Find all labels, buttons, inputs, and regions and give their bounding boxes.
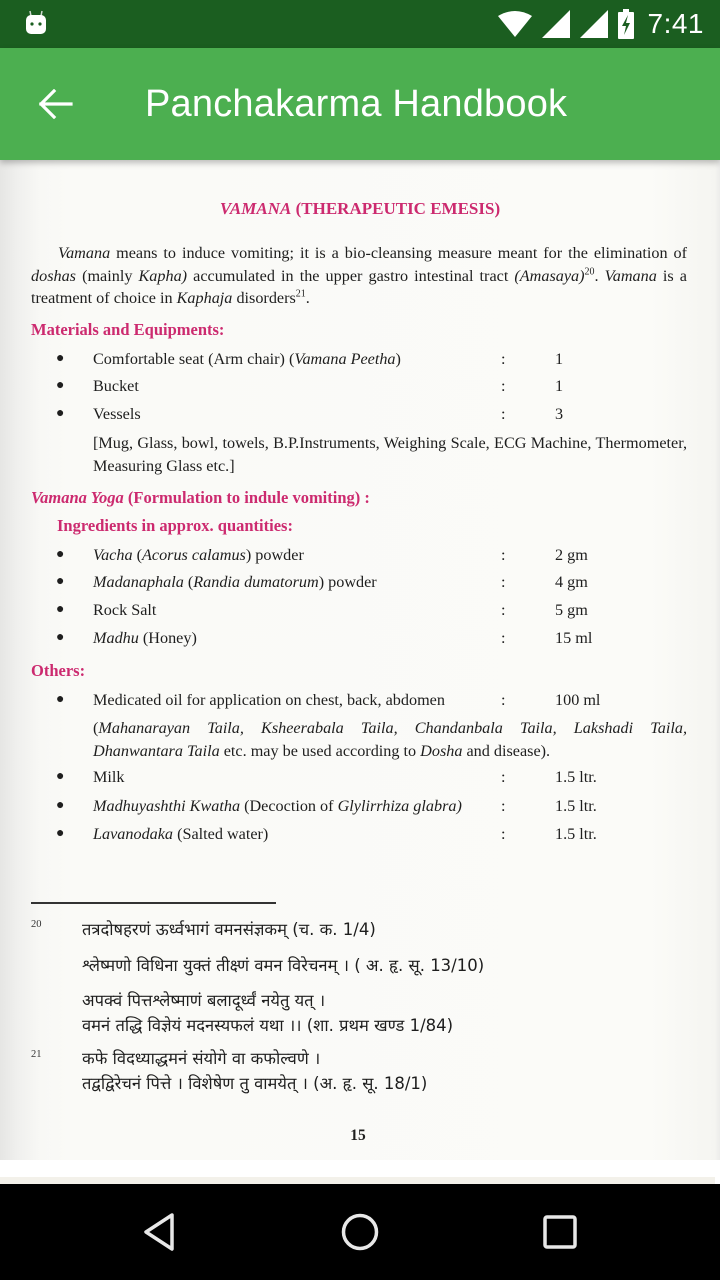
footnote-line: तद्वद्विरेचनं पित्ते । विशेषेण तु वामयेत् । (अ. हृ. सू. 18/1) (82, 1074, 428, 1093)
bullet-icon: ● (56, 798, 65, 813)
back-button[interactable] (28, 76, 84, 132)
list-item: ● Rock Salt : 5 gm (56, 601, 588, 619)
list-item: ● Madhuyashthi Kwatha (Decoction of Glylirrhiza glabra) : 1.5 ltr. (56, 797, 597, 815)
page-number: 15 (350, 1127, 366, 1144)
list-item: ● Medicated oil for application on chest, back, abdomen : 100 ml (56, 691, 601, 709)
nav-back-button[interactable] (128, 1200, 192, 1264)
bullet-icon: ● (56, 547, 65, 562)
navigation-bar (0, 1184, 720, 1280)
status-bar (0, 0, 720, 48)
list-item: ● Lavanodaka (Salted water) : 1.5 ltr. (56, 825, 597, 843)
bullet-icon: ● (56, 378, 65, 393)
arrow-back-icon (39, 89, 73, 119)
bullet-icon: ● (56, 826, 65, 841)
footnote-number: 21 (31, 1049, 42, 1060)
list-item: ● Vessels : 3 (56, 405, 564, 423)
signal-icon (580, 10, 608, 38)
status-time: 7:41 (647, 8, 704, 39)
footnote-line: तत्रदोषहरणं ऊर्ध्वभागं वमनसंज्ञकम् (च. क. 1/4) (82, 920, 376, 939)
footnote-line: श्लेष्मणो विधिना युक्तं तीक्ष्णं वमन विरेचनम् । ( अ. हृ. सू. 13/10) (82, 956, 485, 975)
oils-note: (Mahanarayan Taila, Ksheerabala Taila, Chandanbala Taila, Lakshadi Taila, Dhanwantara Taila etc. may be used according to Dosha and disease). (93, 719, 687, 760)
signal-icon (542, 10, 570, 38)
footnote-divider (31, 902, 276, 904)
bullet-icon: ● (56, 769, 65, 784)
android-notification-icon (24, 10, 48, 36)
next-page-edge (0, 1177, 715, 1184)
list-item: ● Bucket : 1 (56, 377, 564, 395)
app-title: Panchakarma Handbook (145, 83, 568, 125)
materials-note: [Mug, Glass, bowl, towels, B.P.Instruments, Weighing Scale, ECG Machine, Thermometer, Measuring Glass etc.] (93, 434, 687, 475)
footnote-line: कफे विदध्याद्धमनं संयोगे वा कफोल्वणे । (82, 1049, 321, 1068)
nav-back-icon (142, 1212, 178, 1252)
list-item: ● Madanaphala (Randia dumatorum) powder : 4 gm (56, 573, 588, 591)
bullet-icon: ● (56, 351, 65, 366)
footnote-line: वमनं तद्धि विज्ञेयं मदनस्यफलं यथा ।। (शा. प्रथम खण्ड 1/84) (82, 1016, 454, 1035)
materials-heading: Materials and Equipments: (31, 320, 225, 339)
bullet-icon: ● (56, 630, 65, 645)
bullet-icon: ● (56, 602, 65, 617)
bullet-icon: ● (56, 574, 65, 589)
list-item: ● Milk : 1.5 ltr. (56, 768, 597, 786)
list-item: ● Madhu (Honey) : 15 ml (56, 629, 593, 647)
page-title: VAMANA (THERAPEUTIC EMESIS) (219, 199, 501, 218)
yoga-heading: Vamana Yoga (Formulation to indule vomiting) : (31, 488, 370, 507)
wifi-icon (498, 10, 532, 38)
nav-home-button[interactable] (328, 1200, 392, 1264)
intro-paragraph: Vamana means to induce vomiting; it is a bio-cleansing measure meant for the elimination of doshas (mainly Kapha) accumulated in the upper gastro intestinal tract (Amasaya)$^{20}$. Vamana is a treatment of choice in Kaphaja disorders$^{21}$. (31, 244, 687, 307)
nav-home-icon (340, 1212, 380, 1252)
list-item: ● Vacha (Acorus calamus) powder : 2 gm (56, 546, 588, 564)
others-heading: Others: (31, 661, 86, 680)
app-bar (0, 48, 720, 160)
ingredients-subheading: Ingredients in approx. quantities: (57, 516, 293, 535)
nav-recents-icon (542, 1214, 578, 1250)
bullet-icon: ● (56, 406, 65, 421)
footnote-number: 20 (31, 919, 42, 930)
bullet-icon: ● (56, 692, 65, 707)
list-item: ● Comfortable seat (Arm chair) (Vamana Peetha) : 1 (56, 350, 564, 368)
battery-charging-icon (618, 9, 634, 39)
nav-recents-button[interactable] (528, 1200, 592, 1264)
book-page[interactable] (0, 160, 720, 1160)
footnote-line: अपक्वं पित्तश्लेष्माणं बलादूर्ध्वं नयेतु यत् । (82, 991, 326, 1010)
